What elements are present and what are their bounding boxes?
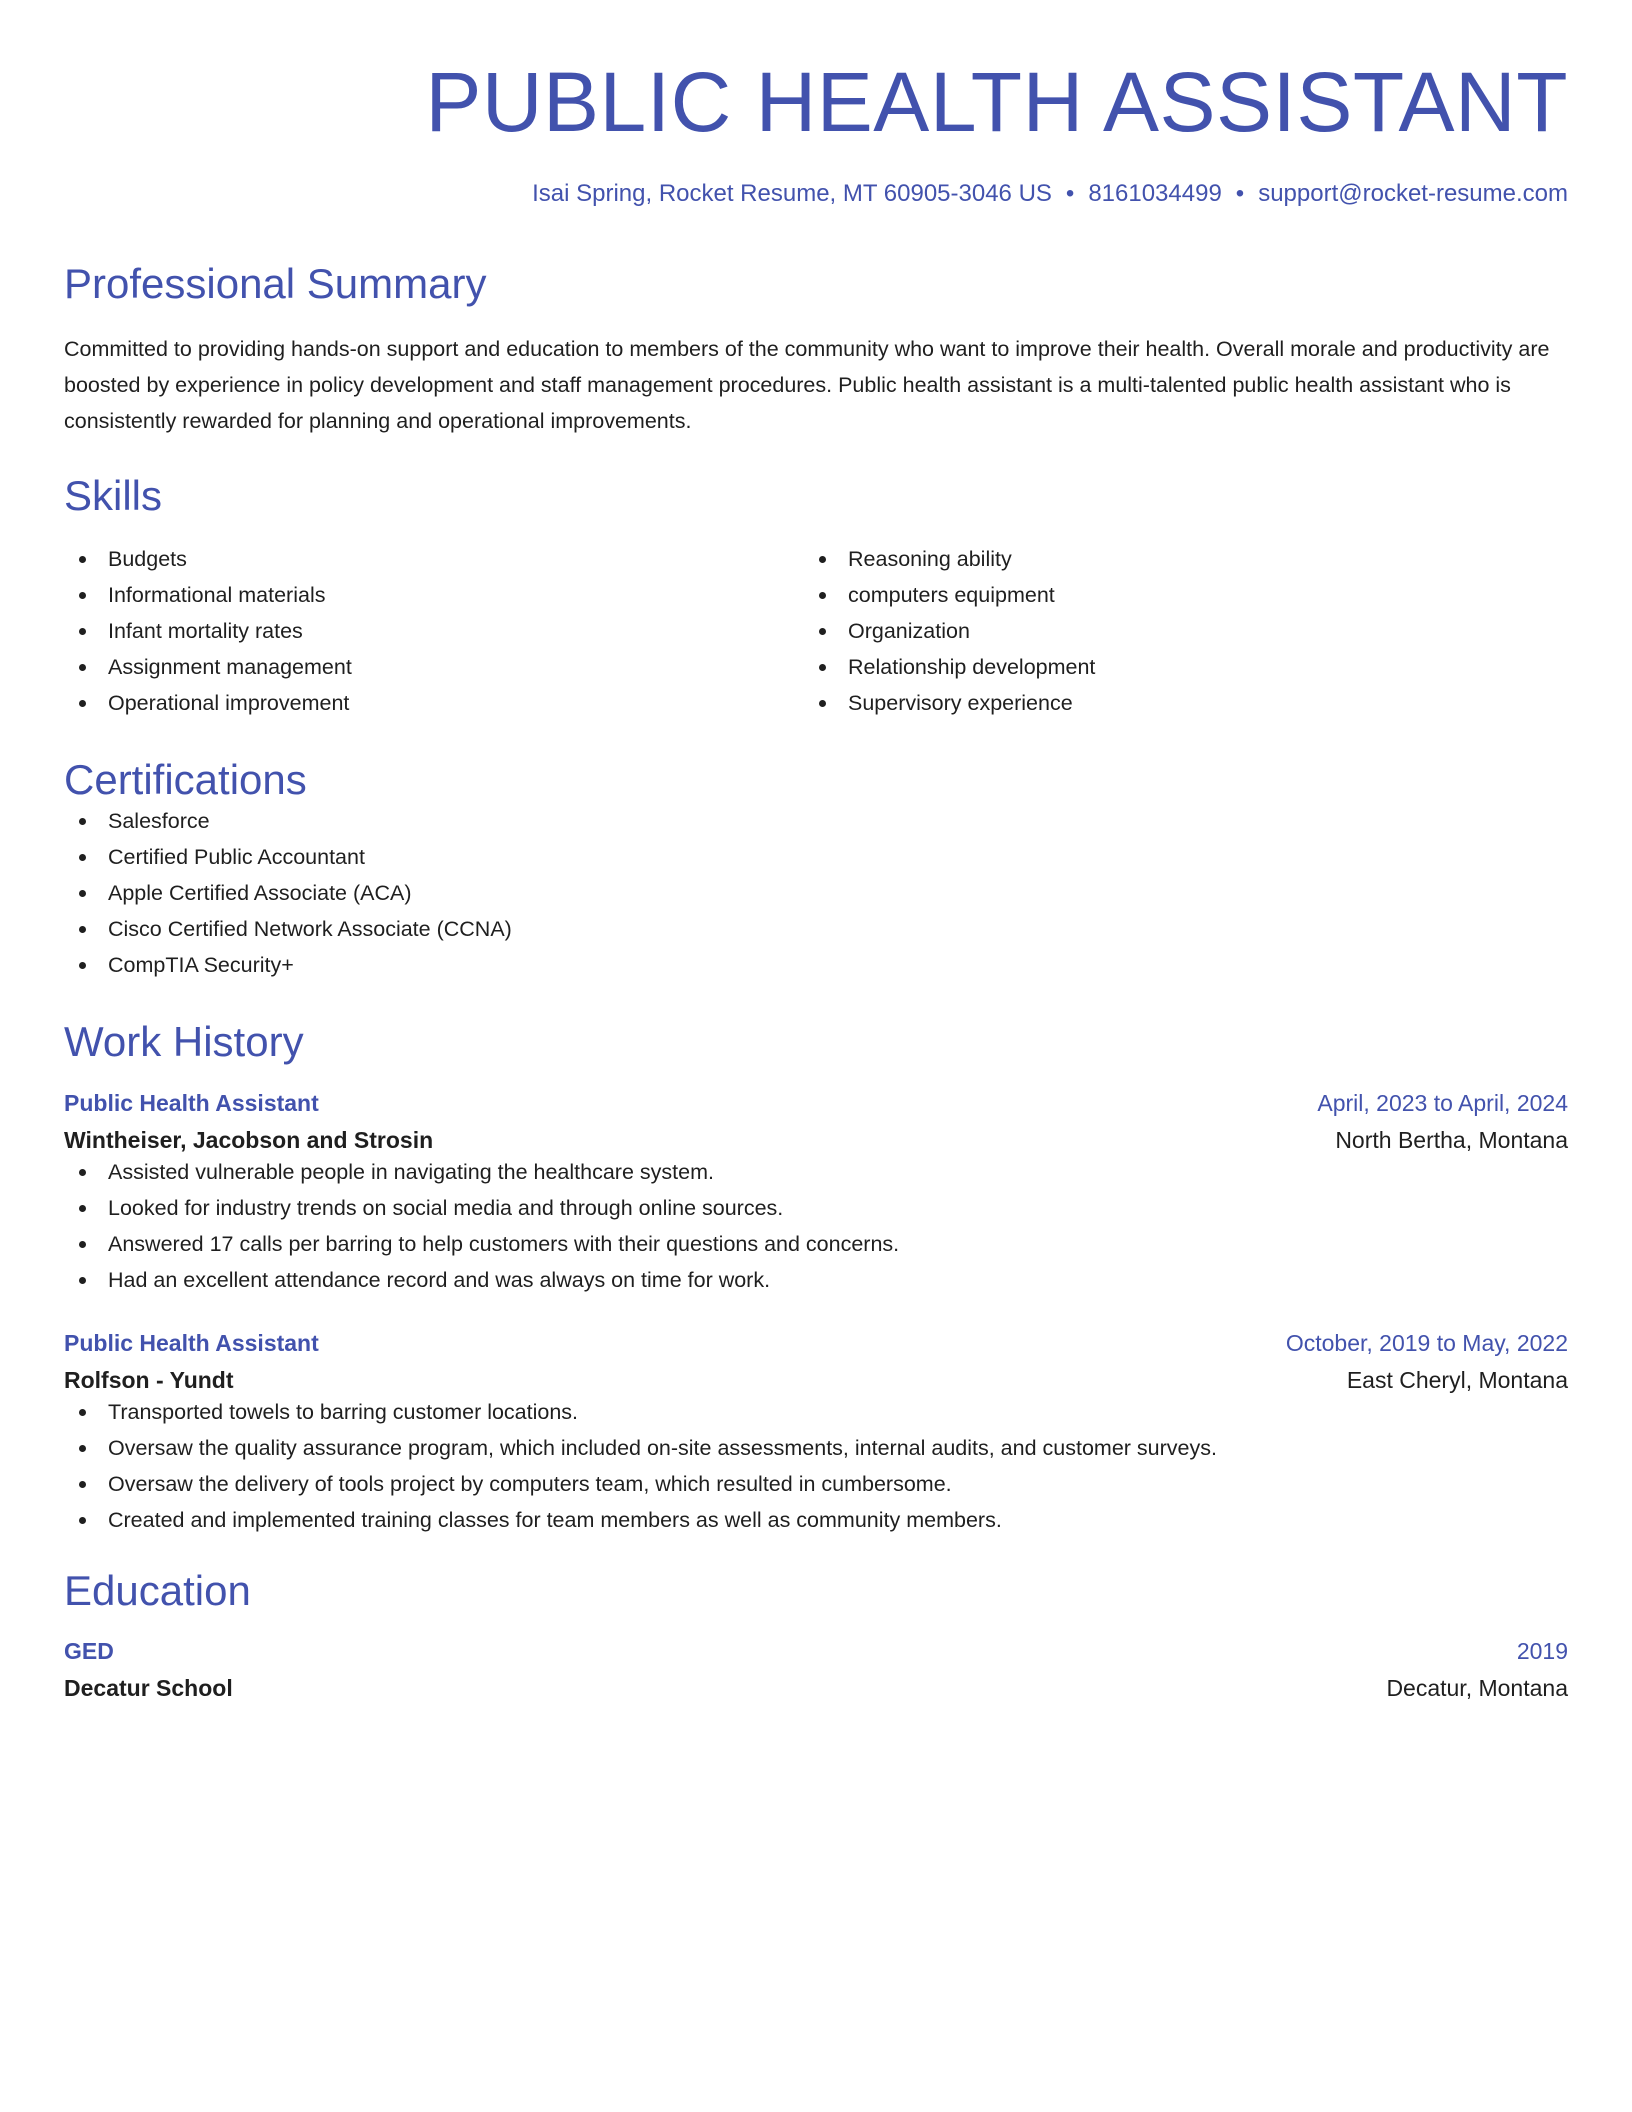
- job-duty-item: Transported towels to barring customer locations.: [64, 1394, 1568, 1430]
- job-company: Wintheiser, Jacobson and Strosin: [64, 1126, 434, 1153]
- job-employer-row: [64, 1127, 1568, 1154]
- job-company: Rolfson - Yundt: [64, 1366, 234, 1393]
- skills-column-left: [64, 541, 804, 721]
- certifications-heading: Certifications: [64, 756, 307, 804]
- certification-item: Salesforce: [64, 803, 1568, 839]
- contact-email[interactable]: support@rocket-resume.com: [1258, 180, 1568, 207]
- contact-address: Isai Spring, Rocket Resume, MT 60905-3046 US: [532, 180, 1052, 207]
- education-school: Decatur School: [64, 1674, 233, 1701]
- skill-item: Infant mortality rates: [64, 613, 804, 649]
- job-duty-item: Assisted vulnerable people in navigating the healthcare system.: [64, 1154, 1568, 1190]
- skill-item: Organization: [804, 613, 1544, 649]
- skill-item: computers equipment: [804, 577, 1544, 613]
- education-degree: GED: [64, 1637, 114, 1664]
- job-duty-item: Oversaw the quality assurance program, which included on-site assessments, internal audits, and customer surveys.: [64, 1430, 1568, 1466]
- certification-item: Certified Public Accountant: [64, 839, 1568, 875]
- skill-item: Reasoning ability: [804, 541, 1544, 577]
- education-location: Decatur, Montana: [1386, 1674, 1568, 1701]
- skills-list-right: [804, 541, 1544, 721]
- skills-list-left: [64, 541, 804, 721]
- job-duty-item: Looked for industry trends on social media and through online sources.: [64, 1190, 1568, 1226]
- job-dates: October, 2019 to May, 2022: [1285, 1329, 1568, 1356]
- contact-separator: •: [1065, 180, 1075, 207]
- job-entry: [64, 1090, 1568, 1298]
- education-year: 2019: [1516, 1637, 1568, 1664]
- contact-phone: 8161034499: [1088, 180, 1222, 207]
- job-duty-item: Created and implemented training classes for team members as well as community members.: [64, 1502, 1568, 1538]
- job-title: Public Health Assistant: [64, 1089, 319, 1116]
- job-location: East Cheryl, Montana: [1346, 1366, 1568, 1393]
- skill-item: Informational materials: [64, 577, 804, 613]
- job-duty-item: Had an excellent attendance record and was always on time for work.: [64, 1262, 1568, 1298]
- skill-item: Relationship development: [804, 649, 1544, 685]
- contact-line: [64, 180, 1568, 209]
- job-location: North Bertha, Montana: [1335, 1126, 1568, 1153]
- education-entry: [64, 1638, 1568, 1702]
- skill-item: Operational improvement: [64, 685, 804, 721]
- skill-item: Budgets: [64, 541, 804, 577]
- certifications-list: [64, 803, 1568, 983]
- job-duties-list: [64, 1154, 1568, 1298]
- skills-heading: Skills: [64, 471, 163, 519]
- job-header-row: [64, 1090, 1568, 1117]
- work-history-heading: Work History: [64, 1018, 304, 1066]
- certification-item: Apple Certified Associate (ACA): [64, 875, 1568, 911]
- job-dates: April, 2023 to April, 2024: [1317, 1089, 1568, 1116]
- education-header-row: [64, 1638, 1568, 1665]
- skill-item: Supervisory experience: [804, 685, 1544, 721]
- skills-columns: [64, 541, 1568, 721]
- education-school-row: [64, 1675, 1568, 1702]
- job-duties-list: [64, 1394, 1568, 1538]
- resume-title: PUBLIC HEALTH ASSISTANT: [425, 55, 1568, 149]
- job-title: Public Health Assistant: [64, 1329, 319, 1356]
- skills-column-right: [804, 541, 1544, 721]
- education-heading: Education: [64, 1566, 251, 1614]
- job-employer-row: [64, 1367, 1568, 1394]
- contact-separator: •: [1235, 180, 1245, 207]
- job-duty-item: Answered 17 calls per barring to help customers with their questions and concerns.: [64, 1226, 1568, 1262]
- certification-item: Cisco Certified Network Associate (CCNA): [64, 911, 1568, 947]
- skill-item: Assignment management: [64, 649, 804, 685]
- certification-item: CompTIA Security+: [64, 947, 1568, 983]
- job-entry: [64, 1330, 1568, 1538]
- job-header-row: [64, 1330, 1568, 1357]
- job-duty-item: Oversaw the delivery of tools project by computers team, which resulted in cumbersome.: [64, 1466, 1568, 1502]
- summary-heading: Professional Summary: [64, 259, 487, 307]
- summary-text: Committed to providing hands-on support and education to members of the community who want to improve their health. Overall morale and productivity are boosted by experience in policy development and staff management procedures. Public health assistant is a multi-talented public health assistant who is consistently rewarded for planning and operational improvements.: [64, 336, 1550, 433]
